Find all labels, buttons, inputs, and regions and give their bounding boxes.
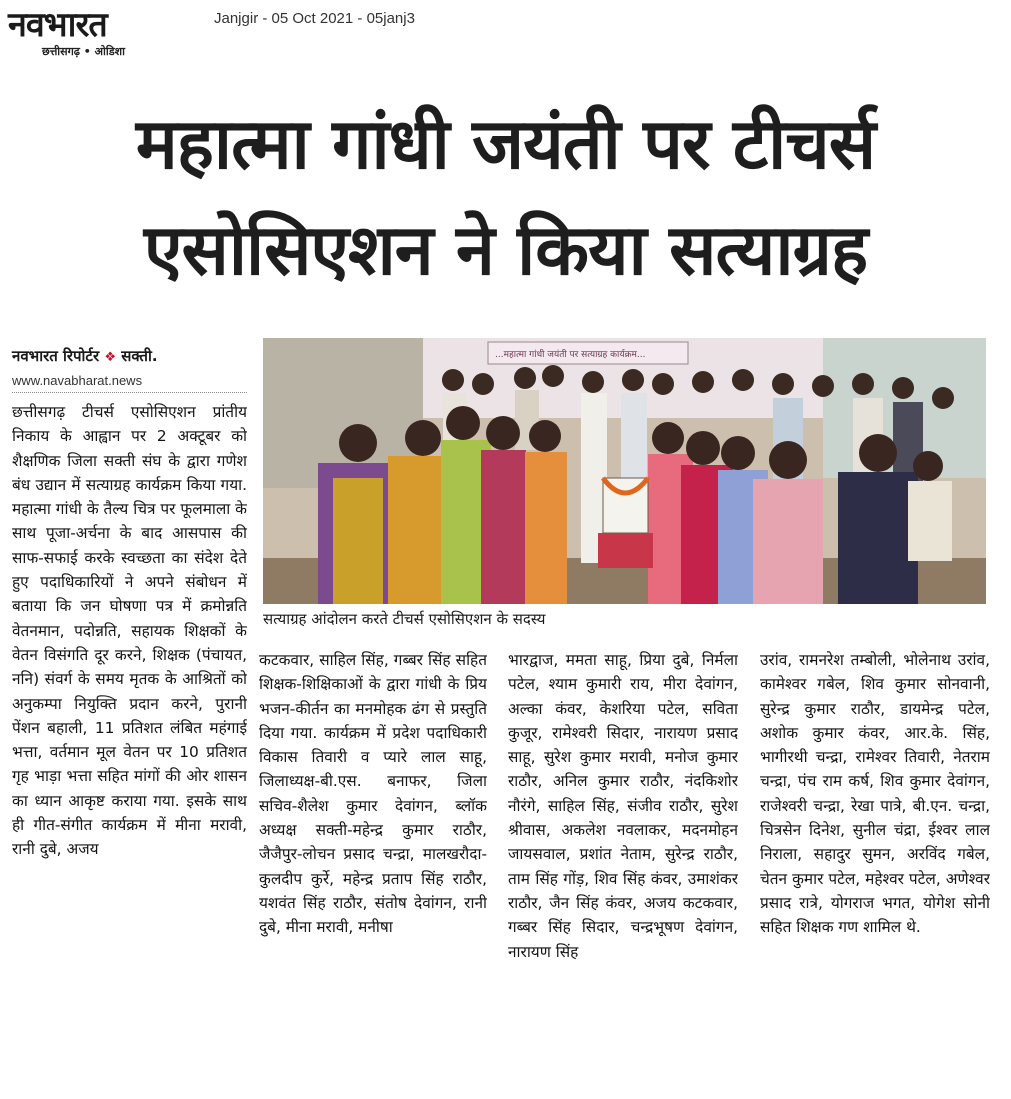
byline: [12, 346, 242, 366]
event-photo: [263, 338, 986, 604]
byline-divider: [12, 392, 247, 393]
photo-caption: सत्याग्रह आंदोलन करते टीचर्स एसोसिएशन के सदस्य: [263, 610, 546, 628]
masthead-region: छत्तीसगढ़ • ओडिशा: [42, 45, 125, 58]
article-column-4: उरांव, रामनरेश तम्बोली, भोलेनाथ उरांव, कामेश्वर गबेल, शिव कुमार सोनवानी, सुरेन्द्र कुमार राठौर, डायमेन्द्र पटेल, अशोक कुमार कंवर, आर.के. सिंह, भागीरथी चन्द्रा, रामेश्वर तिवारी, नेतराम चन्द्रा, पंच राम कर्ष, शिव कुमार देवांगन, राजेश्वरी चन्द्रा, रेखा पात्रे, बी.एन. चन्द्रा, चित्रसेन दिनेश, सुनील चंद्रा, ईश्वर लाल निराला, सहादुर सुमन, अरविंद गबेल, चेतन कुमार पटेल, महेश्वर पटेल, अणेश्वर प्रसाद रात्रे, योगराज भगत, योगेश सोनी सहित शिक्षक गण शामिल थे.: [760, 651, 990, 937]
photo-banner-text: ...महात्मा गांधी जयंती पर सत्याग्रह कार्यक्रम...: [495, 350, 646, 360]
diamond-icon: ❖: [104, 350, 117, 365]
headline-line-2: एसोसिएशन ने किया सत्याग्रह: [143, 209, 868, 291]
headline-line-1: महात्मा गांधी जयंती पर टीचर्स: [135, 103, 876, 185]
edition-dateline: Janjgir - 05 Oct 2021 - 05janj3: [214, 10, 415, 27]
newspaper-logo: नवभारत: [8, 5, 107, 45]
group-photo-illustration: [263, 338, 986, 604]
article-column-2: कटकवार, साहिल सिंह, गब्बर सिंह सहित शिक्षक-शिक्षिकाओं के द्वारा गांधी के प्रिय भजन-कीर्तन का मनमोहक ढंग से प्रस्तुति दिया गया. कार्यक्रम में प्रदेश पदाधिकारी विकास तिवारी व प्यारे लाल साहू, जिलाध्यक्ष-बी.एस. बनाफर, जिला सचिव-शैलेश कुमार देवांगन, ब्लॉक अध्यक्ष सक्ती-महेन्द्र कुमार राठौर, जैजैपुर-लोचन प्रसाद चन्द्रा, मालखरौदा- कुलदीप कुर्रे, महेन्द्र प्रताप सिंह राठौर, यशवंत सिंह राठौर, संतोष देवांगन, रानी दुबे, मीना मरावी, मनीषा: [259, 651, 487, 937]
byline-place: सक्ती.: [121, 347, 158, 365]
website-link[interactable]: www.navabharat.news: [12, 373, 143, 388]
reporter-name: नवभारत रिपोर्टर: [12, 347, 100, 365]
article-column-1: छत्तीसगढ़ टीचर्स एसोसिएशन प्रांतीय निकाय के आह्वान पर 2 अक्टूबर को शैक्षणिक जिला सक्ती संघ के द्वारा गणेश बंध उद्यान में सत्याग्रह कार्यक्रम किया गया. महात्मा गांधी के तैल्य चित्र पर फूलमाला के साथ पूजा-अर्चना के बाद आसपास की साफ-सफाई करके स्वच्छता का संदेश देते हुए पदाधिकारियों ने अपने संबोधन में बताया कि जन घोषणा पत्र में क्रमोन्नति वेतनमान, पदोन्नति, सहायक शिक्षकों के वेतन विसंगति दूर करने, शिक्षक (पंचायत, ननि) संवर्ग के समय मृतक के आश्रितों को अनुकम्पा नियुक्ति प्रदान करने, पुरानी पेंशन बहाली, 11 प्रतिशत लंबित महंगाई भत्ता, वर्तमान मूल वेतन पर 10 प्रतिशत गृह भाड़ा भत्ता सहित मांगों की ओर शासन का ध्यान आकृष्ट कराया गया. इसके साथ ही गीत-संगीत कार्यक्रम में मीना मरावी, रानी दुबे, अजय: [12, 403, 247, 859]
masthead: [8, 6, 198, 62]
article-column-3: भारद्वाज, ममता साहू, प्रिया दुबे, निर्मला पटेल, श्याम कुमारी राय, मीरा देवांगन, अल्का कंवर, केशरिया पटेल, सविता कुजूर, रामेश्वरी सिदार, नारायण प्रसाद साहू, सुरेश कुमार मरावी, मनोज कुमार राठौर, अनिल कुमार राठौर, नंदकिशोर नौरंगे, साहिल सिंह, संजीव राठौर, सुरेश श्रीवास, अकलेश नवलाकर, मदनमोहन जायसवाल, प्रशांत नेताम, सुरेन्द्र राठौर, ताम सिंह गोंड़, शिव सिंह कंवर, उमाशंकर राठौर, जैन सिंह कंवर, अजय कटकवार, गब्बर सिंह सिदार, चन्द्रभूषण देवांगन, नारायण सिंह: [508, 651, 738, 961]
